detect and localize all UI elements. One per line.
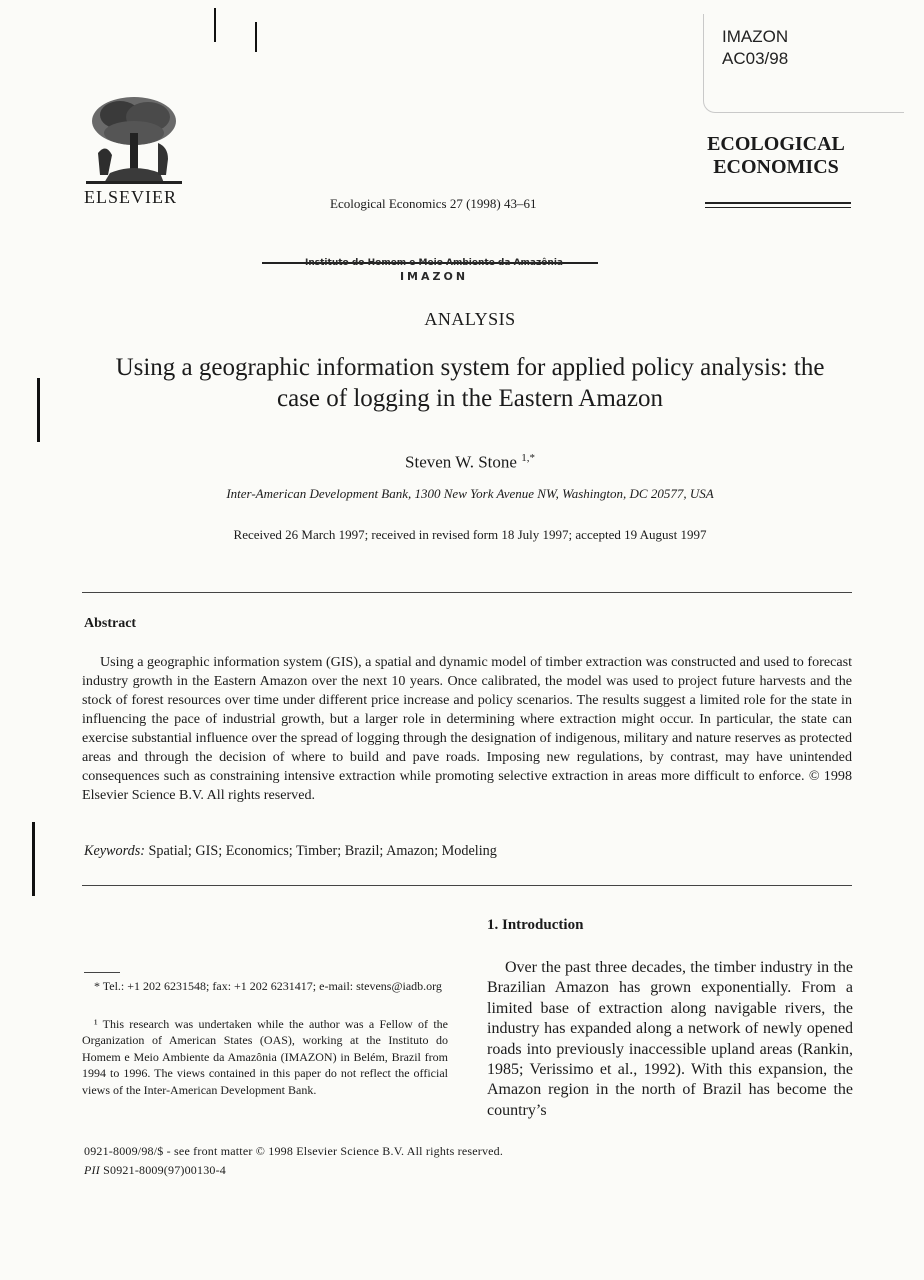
pii-line [84, 1163, 226, 1178]
journal-rule [705, 207, 851, 208]
stamp-line-2: AC03/98 [722, 49, 789, 68]
author-affiliation: Inter-American Development Bank, 1300 New York Avenue NW, Washington, DC 20577, USA [226, 486, 714, 501]
stamp-line-1: IMAZON [722, 27, 789, 46]
footnote-contact: * Tel.: +1 202 6231548; fax: +1 202 6231417; e-mail: stevens@iadb.org [94, 979, 442, 993]
copyright-line: 0921-8009/98/$ - see front matter © 1998 Elsevier Science B.V. All rights reserved. [84, 1144, 504, 1158]
journal-title-line-1: ECOLOGICAL [707, 133, 845, 155]
journal-title [700, 133, 852, 179]
journal-title-line-2: ECONOMICS [713, 156, 839, 178]
keywords-list: Spatial; GIS; Economics; Timber; Brazil; Amazon; Modeling [148, 843, 497, 859]
institute-acronym: IMAZON [399, 270, 469, 283]
scan-mark [255, 22, 257, 52]
introduction-heading: 1. Introduction [487, 917, 584, 933]
footnote-rule [84, 972, 120, 973]
author-footnote-marks: 1,* [521, 452, 535, 464]
scan-mark [37, 378, 40, 442]
elsevier-tree-logo [80, 93, 188, 189]
institute-name: Instituto do Homem e Meio Ambiente da Amazônia [305, 258, 563, 268]
introduction-body: Over the past three decades, the timber industry in the Brazilian Amazon has grown exponentially. From a limited base of extraction along navigable rivers, the industry has expanded along a network of newly opened roads into previously inaccessible upland areas (Rankin, 1985; Verissimo et al., 1992). With this expansion, the Amazon region in the north of Brazil has become the country’s [487, 959, 853, 1119]
scan-mark [214, 8, 216, 42]
section-label: ANALYSIS [424, 309, 516, 329]
article-title: Using a geographic information system for applied policy analysis: the case of logging in the Eastern Amazon [115, 354, 825, 412]
keywords-label: Keywords: [84, 843, 145, 859]
abstract-body: Using a geographic information system (GIS), a spatial and dynamic model of timber extraction was constructed and used to forecast industry growth in the Eastern Amazon over the next 10 years. Once calibrated, the model was used to project future harvests and the stock of forest resources over time under different price increase and policy scenarios. The results suggest a limited role for the state in influencing the pace of industrial growth, but a larger role in determining where extraction might occur. In particular, the state can exercise substantial influence over the spread of logging through the designation of indigenous, military and nature reserves as protected areas and through the decision of where to build and pave roads. Imposing new regulations, by contrast, may have unintended consequences such as constraining intensive extraction while promoting selective extraction in areas more difficult to enforce. © 1998 Elsevier Science B.V. All rights reserved. [82, 654, 852, 803]
journal-citation: Ecological Economics 27 (1998) 43–61 [330, 196, 537, 211]
pii-label: PII [84, 1163, 100, 1177]
scan-mark [32, 822, 35, 896]
abstract-top-rule [82, 592, 852, 593]
abstract-bottom-rule [82, 885, 852, 886]
footnote-affiliation-note: ¹ This research was undertaken while the author was a Fellow of the Organization of American States (OAS), working at the Instituto do Homem e Meio Ambiente da Amazônia (IMAZON) in Belém, Brazil from 1994 to 1996. The views contained in this paper do not reflect the official views of the Inter-American Development Bank. [82, 1017, 448, 1097]
publisher-name: ELSEVIER [84, 187, 177, 207]
author-name: Steven W. Stone [405, 452, 517, 472]
pii-value: S0921-8009(97)00130-4 [103, 1163, 226, 1177]
article-dates: Received 26 March 1997; received in revised form 18 July 1997; accepted 19 August 1997 [233, 527, 707, 542]
keywords [84, 843, 497, 860]
journal-rule [705, 202, 851, 204]
institute-stamp [284, 257, 584, 283]
abstract-heading: Abstract [84, 616, 137, 631]
article-author [0, 452, 924, 473]
archive-stamp [722, 26, 788, 70]
